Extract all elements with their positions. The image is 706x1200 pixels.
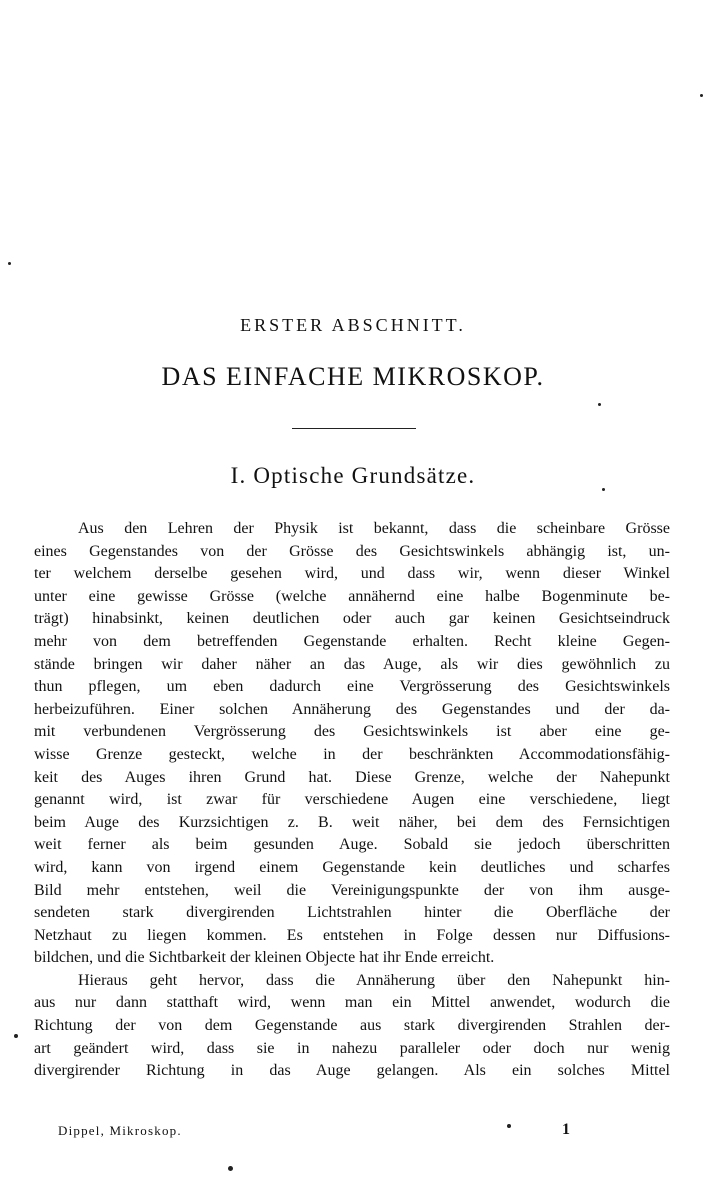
text-line: aus nur dann statthaft wird, wenn man ein Mittel anwendet, wodurch die: [34, 994, 670, 1012]
chapter-title: DAS EINFACHE MIKROSKOP.: [161, 362, 545, 391]
text-line: Netzhaut zu liegen kommen. Es entstehen in Folge dessen nur Diffusions-: [34, 926, 670, 944]
section-heading: ERSTER ABSCHNITT.: [240, 315, 466, 335]
text-line: Bild mehr entstehen, weil die Vereinigungspunkte der von ihm ausge-: [34, 881, 670, 899]
text-line: mehr von dem betreffenden Gegenstande erhalten. Recht kleine Gegen-: [34, 632, 670, 650]
text-line: bildchen, und die Sichtbarkeit der kleinen Objecte hat ihr Ende erreicht.: [34, 949, 495, 967]
scan-speck: [14, 1034, 18, 1038]
text-line: wisse Grenze gesteckt, welche in der beschränkten Accommodationsfähig-: [34, 745, 670, 763]
text-line: keit des Auges ihren Grund hat. Diese Grenze, welche der Nahepunkt: [34, 768, 670, 786]
text-line: divergirender Richtung in das Auge gelangen. Als ein solches Mittel: [34, 1062, 670, 1080]
text-line: ter welchem derselbe gesehen wird, und dass wir, wenn dieser Winkel: [34, 565, 670, 583]
text-line: art geändert wird, dass sie in nahezu paralleler oder doch nur wenig: [34, 1039, 670, 1057]
text-line: sendeten stark divergirenden Lichtstrahlen hinter die Oberfläche der: [34, 904, 670, 922]
text-line: Richtung der von dem Gegenstande aus stark divergirenden Strahlen der-: [34, 1017, 670, 1035]
text-line: genannt wird, ist zwar für verschiedene Augen eine verschiedene, liegt: [34, 791, 670, 809]
text-line: Aus den Lehren der Physik ist bekannt, dass die scheinbare Grösse: [78, 520, 670, 537]
subsection-title: I. Optische Grundsätze.: [230, 463, 476, 488]
scan-speck: [228, 1166, 233, 1171]
scan-speck: [507, 1124, 511, 1128]
text-line: beim Auge des Kurzsichtigen z. B. weit näher, bei dem des Fernsichtigen: [34, 813, 670, 831]
text-line: trägt) hinabsinkt, keinen deutlichen oder auch gar keinen Gesichtseindruck: [34, 610, 670, 628]
scan-speck: [8, 262, 11, 265]
text-line: Hieraus geht hervor, dass die Annäherung über den Nahepunkt hin-: [78, 971, 670, 989]
text-line: weit ferner als beim gesunden Auge. Sobald sie jedoch überschritten: [34, 836, 670, 854]
text-line: unter eine gewisse Grösse (welche annähernd eine halbe Bogenminute be-: [34, 587, 670, 605]
heading-divider: [292, 428, 416, 429]
text-line: wird, kann von irgend einem Gegenstande kein deutliches und scharfes: [34, 858, 670, 876]
text-line: thun pflegen, um eben dadurch eine Vergrösserung des Gesichtswinkels: [34, 678, 670, 696]
text-line: mit verbundenen Vergrösserung des Gesichtswinkels ist aber eine ge-: [34, 723, 670, 741]
text-line: herbeizuführen. Einer solchen Annäherung des Gegenstandes und der da-: [34, 700, 670, 718]
scan-speck: [700, 94, 703, 97]
text-line: stände bringen wir daher näher an das Auge, als wir dies gewöhnlich zu: [34, 655, 670, 673]
printer-signature: Dippel, Mikroskop.: [58, 1123, 182, 1138]
sheet-number: 1: [562, 1121, 570, 1138]
text-line: eines Gegenstandes von der Grösse des Gesichtswinkels abhängig ist, un-: [34, 542, 670, 560]
body-text: [34, 518, 670, 1083]
scan-speck: [602, 488, 605, 491]
scan-speck: [598, 403, 601, 406]
